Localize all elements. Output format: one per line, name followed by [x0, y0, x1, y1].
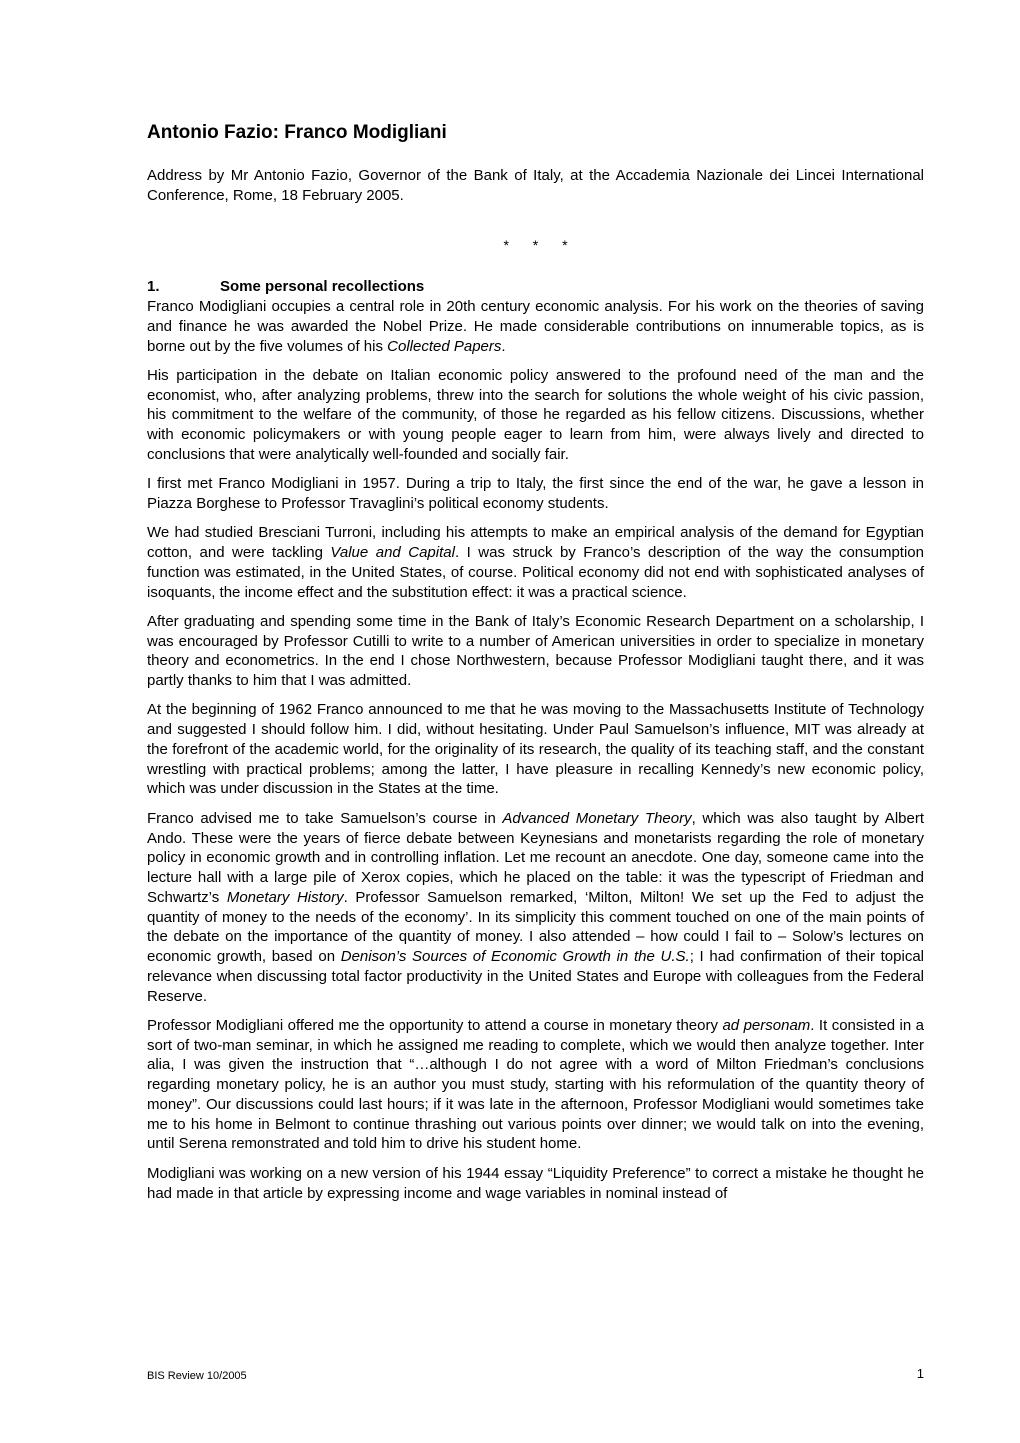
section-title: Some personal recollections: [220, 278, 425, 295]
italic-title-text: Monetary History: [226, 888, 344, 906]
paragraph: [147, 474, 924, 514]
document-title: Antonio Fazio: Franco Modigliani: [147, 122, 447, 143]
footer-page-number: 1: [916, 1366, 924, 1381]
paragraph: [147, 297, 924, 356]
paragraph-text: After graduating and spending some time in the Bank of Italy’s Economic Research Department on a scholarship, I was encouraged by Professor Cutilli to write to a number of American universities in order to specialize in monetary theory and econometrics. In the end I chose Northwestern, because Professor Modigliani taught there, and it was partly thanks to him that I was admitted.: [147, 612, 924, 690]
paragraph-text: At the beginning of 1962 Franco announced to me that he was moving to the Massachusetts Institute of Technology and suggested I should follow him. I did, without hesitating. Under Paul Samuelson’s influence, MIT was already at the forefront of the academic world, for the originality of its research, the quality of its teaching staff, and the constant wrestling with practical problems; among the latter, I have pleasure in recalling Kennedy’s new economic policy, which was under discussion in the States at the time.: [147, 701, 924, 798]
paragraph-text: We had studied Bresciani Turroni, including his attempts to make an empirical analysis of the demand for Egyptian cotton, and were tackling: [147, 524, 924, 562]
paragraph-text: Professor Modigliani offered me the opportunity to attend a course in monetary theory: [147, 1016, 723, 1034]
paragraph-text: .: [501, 337, 506, 355]
paragraph: [147, 700, 924, 799]
paragraph: [147, 809, 924, 1007]
body-text: [147, 297, 924, 1213]
italic-title-text: Value and Capital: [330, 544, 455, 562]
paragraph: [147, 1164, 924, 1204]
paragraph-text: Franco advised me to take Samuelson’s course in: [147, 809, 503, 827]
paragraph-text: ; I had confirmation of their topical relevance when discussing total factor productivity in the United States and Europe with colleagues from the Federal Reserve.: [147, 948, 924, 1005]
paragraph-text: Franco Modigliani occupies a central role in 20th century economic analysis. For his work on the theories of saving and finance he was awarded the Nobel Prize. He made considerable contributions on innumerable topics, as is borne out by the five volumes of his: [147, 298, 924, 355]
paragraph-text: . It consisted in a sort of two-man seminar, in which he assigned me reading to complete, which we would then analyze together. Inter alia, I was given the instruction that “…although I do not agree with a word of Milton Friedman’s conclusions regarding monetary policy, he is an author you must study, starting with his reformulation of the quantity theory of money”. Our discussions could last hours; if it was late in the afternoon, Professor Modigliani would sometimes take me to his home in Belmont to continue thrashing out various points over dinner; we would talk on into the evening, until Serena remonstrated and told him to drive his student home.: [147, 1016, 924, 1153]
italic-title-text: Collected Papers: [387, 337, 502, 355]
italic-title-text: Denison’s Sources of Economic Growth in the U.S.: [340, 948, 690, 966]
section-number: 1.: [147, 278, 160, 295]
italic-title-text: Advanced Monetary Theory: [502, 809, 692, 827]
italic-title-text: ad personam: [722, 1016, 811, 1034]
paragraph-text: His participation in the debate on Italian economic policy answered to the profound need of the man and the economist, who, after analyzing problems, threw into the search for solutions the whole weight of his civic passion, his commitment to the welfare of the community, of those he regarded as his fellow citizens. Discussions, whether with economic policymakers or with young people eager to learn from him, were always lively and directed to conclusions that were analytically well-founded and socially fair.: [147, 366, 924, 463]
document-subtitle: Address by Mr Antonio Fazio, Governor of the Bank of Italy, at the Accademia Nazionale dei Lincei International Conference, Rome, 18 February 2005.: [147, 167, 924, 204]
footer-publication: BIS Review 10/2005: [147, 1370, 247, 1382]
paragraph-text: , which was also taught by Albert Ando. These were the years of fierce debate between Keynesians and monetarists regarding the role of monetary policy in economic growth and in controlling inflation. Let me recount an anecdote. One day, someone came into the lecture hall with a large pile of Xerox copies, which he placed on the table: it was the typescript of Friedman and Schwartz’s: [147, 809, 924, 906]
paragraph: [147, 1016, 924, 1154]
paragraph-text: . I was struck by Franco’s description of the way the consumption function was estimated, in the United States, of course. Political economy did not end with sophisticated analyses of isoquants, the income effect and the substitution effect: it was a practical science.: [147, 544, 924, 601]
paragraph: [147, 612, 924, 691]
paragraph: [147, 523, 924, 602]
paragraph: [147, 366, 924, 465]
paragraph-text: . Professor Samuelson remarked, ‘Milton, Milton! We set up the Fed to adjust the quantity of money to the needs of the economy’. In its simplicity this comment touched on one of the main points of the debate on the importance of the quantity of money. I also attended – how could I fail to – Solow’s lectures on economic growth, based on: [147, 888, 924, 966]
paragraph-text: I first met Franco Modigliani in 1957. During a trip to Italy, the first since the end of the war, he gave a lesson in Piazza Borghese to Professor Travaglini’s political economy students.: [147, 475, 924, 512]
section-separator: * * *: [503, 237, 568, 253]
section-heading: [147, 277, 424, 297]
paragraph-text: Modigliani was working on a new version of his 1944 essay “Liquidity Preference” to correct a mistake he thought he had made in that article by expressing income and wage variables in nominal instead of: [147, 1164, 924, 1202]
